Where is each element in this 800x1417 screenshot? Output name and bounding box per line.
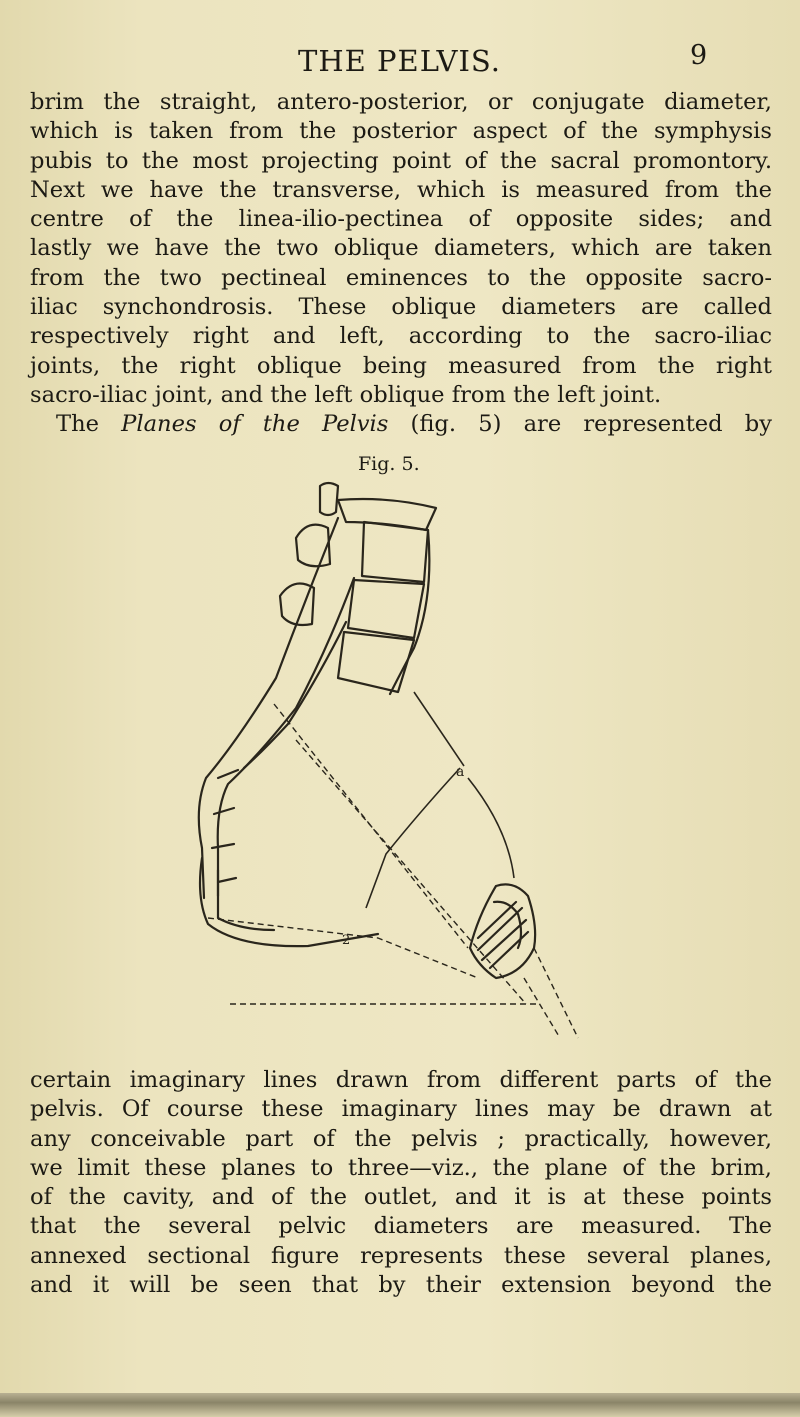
text-line: iliac synchondrosis. These oblique diameters are called — [30, 294, 772, 321]
brim-diameter-line — [414, 692, 464, 766]
text-line: certain imaginary lines drawn from different parts of the — [30, 1067, 772, 1093]
text-line: pubis to the most projecting point of the sacral promontory. — [30, 147, 772, 174]
symphysis-outer — [470, 884, 535, 978]
page-number: 9 — [690, 40, 708, 71]
text-line: respectively right and left, according to the sacro-iliac — [30, 323, 772, 350]
text-line: annexed sectional figure represents these several planes, — [30, 1242, 772, 1269]
text-line: that the several pelvic diameters are measured. The — [30, 1213, 772, 1240]
text-line: we limit these planes to three—viz., the plane of the brim, — [30, 1154, 772, 1181]
text-line: of the cavity, and of the outlet, and it is at these points — [30, 1184, 772, 1211]
running-title: THE PELVIS. — [298, 44, 501, 78]
planes-line-pre: The — [56, 411, 122, 438]
text-line: lastly we have the two oblique diameters, which are taken — [30, 235, 772, 262]
pelvis-section-figure — [178, 478, 638, 1044]
vertebra-top — [320, 483, 338, 515]
outlet-plane-line-2 — [524, 978, 560, 1038]
page-header — [0, 40, 800, 80]
text-line: which is taken from the posterior aspect of the symphysis — [30, 118, 772, 145]
label-a: a — [456, 764, 465, 780]
plane-line-mid — [296, 740, 526, 1004]
planes-line-post: (fig. 5) are represented by — [388, 411, 773, 438]
text-line: Next we have the transverse, which is measured from the — [30, 176, 772, 203]
sacral-curve-outer — [199, 518, 338, 898]
text-line: and it will be seen that by their extension beyond the — [30, 1272, 772, 1299]
paragraph-top — [30, 88, 772, 440]
paragraph-bottom — [30, 1066, 772, 1300]
coccyx-inner — [218, 870, 274, 930]
text-line: from the two pectineal eminences to the opposite sacro- — [30, 264, 772, 291]
sacral-curve-mid — [244, 622, 346, 768]
text-line: pelvis. Of course these imaginary lines may be drawn at — [30, 1096, 772, 1123]
coccyx-outline — [200, 858, 378, 946]
vertebral-body-2 — [348, 580, 424, 638]
vertebral-body-1 — [362, 522, 428, 582]
planes-line — [30, 410, 772, 439]
page-edge-shadow — [0, 1393, 800, 1417]
outlet-plane-line — [534, 948, 578, 1038]
segment-lines — [212, 770, 238, 882]
text-line: any conceivable part of the pelvis ; practically, however, — [30, 1125, 772, 1152]
vertebral-body-3 — [338, 632, 414, 692]
spine-back-curve — [390, 530, 429, 694]
text-line: centre of the linea-ilio-pectinea of opposite sides; and — [30, 206, 772, 233]
process-1 — [296, 525, 330, 567]
text-line: joints, the right oblique being measured from the right — [30, 352, 772, 379]
outlet-diagonal — [468, 778, 514, 878]
planes-line-italic: Planes of the Pelvis — [121, 411, 389, 438]
text-line: sacro-iliac joint, and the left oblique from the left joint. — [30, 381, 662, 408]
figure-caption: Fig. 5. — [358, 453, 420, 475]
text-line: brim the straight, antero-posterior, or conjugate diameter, — [30, 89, 772, 115]
label-2: 2 — [342, 933, 351, 948]
